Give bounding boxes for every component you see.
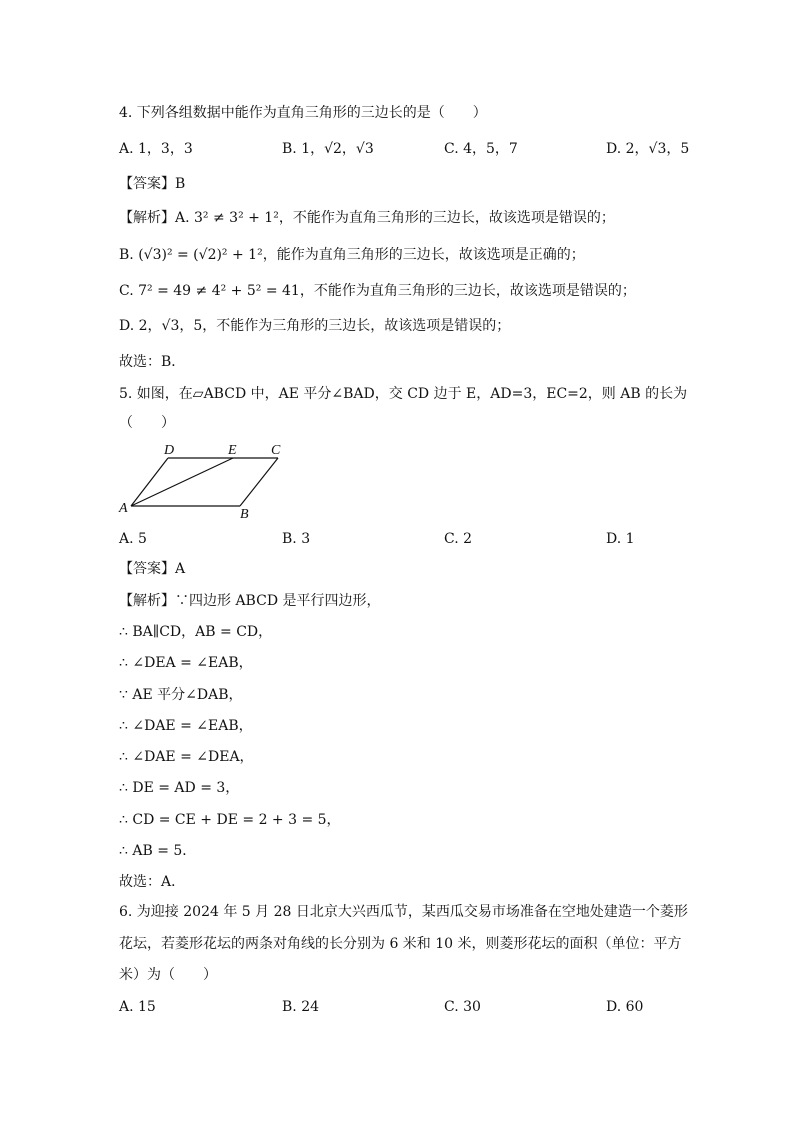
q5-answer: 【答案】A	[119, 561, 186, 577]
label-a: A	[119, 501, 128, 516]
label-e: E	[228, 443, 237, 458]
q4-analysis-line: C. 7² = 49 ≠ 4² + 5² = 41，不能作为直角三角形的三边长，故该选项是错误的；	[119, 283, 636, 299]
q5-analysis-line: ∴ BA∥CD，AB = CD，	[119, 624, 273, 640]
q4-stem: 4. 下列各组数据中能作为直角三角形的三边长的是（ ）	[119, 105, 487, 121]
q5-option-d: D. 1	[606, 531, 635, 547]
q4-option-c: C. 4，5，7	[444, 141, 518, 157]
q6-stem-line: 6. 为迎接 2024 年 5 月 28 日北京大兴西瓜节，某西瓜交易市场准备在空地处建造一个菱形	[119, 904, 688, 920]
q4-option-d: D. 2，√3，5	[606, 141, 690, 157]
q5-analysis-line: ∵ AE 平分∠DAB，	[119, 687, 243, 703]
q4-answer: 【答案】B	[119, 176, 186, 192]
q5-analysis-line: ∴ AB = 5．	[119, 843, 197, 859]
q6-option-b: B. 24	[282, 999, 320, 1015]
q5-option-a: A. 5	[119, 531, 147, 547]
q5-stem: 5. 如图，在▱ABCD 中，AE 平分∠BAD，交 CD 边于 E，AD=3，EC=2，则 AB 的长为	[119, 386, 688, 402]
q6-stem-line: 米）为（ ）	[119, 967, 217, 983]
q6-option-a: A. 15	[119, 999, 156, 1015]
q6-stem-line: 花坛，若菱形花坛的两条对角线的长分别为 6 米和 10 米，则菱形花坛的面积（单位：平方	[119, 936, 682, 952]
q4-analysis-line: D. 2，√3，5，不能作为三角形的三边长，故该选项是错误的；	[119, 318, 511, 334]
parallelogram-figure	[112, 438, 302, 520]
q4-option-b: B. 1，√2，√3	[282, 141, 374, 157]
q5-analysis-line: ∴ ∠DAE = ∠DEA，	[119, 749, 254, 765]
label-c: C	[271, 443, 281, 458]
q6-option-c: C. 30	[444, 999, 481, 1015]
q4-analysis-line: B. (√3)² = (√2)² + 1²，能作为直角三角形的三边长，故该选项是正确的；	[119, 247, 585, 263]
label-d: D	[164, 443, 175, 458]
segment-ae	[131, 458, 233, 506]
q4-analysis-line: 【解析】A. 3² ≠ 3² + 1²，不能作为直角三角形的三边长，故该选项是错误的；	[119, 210, 615, 226]
q5-analysis-line: ∴ DE = AD = 3，	[119, 780, 240, 796]
q5-stem-paren: （ ）	[119, 415, 175, 431]
q5-option-c: C. 2	[444, 531, 473, 547]
q5-analysis-line: 【解析】∵四边形 ABCD 是平行四边形，	[119, 593, 381, 609]
q4-conclusion: 故选：B．	[119, 354, 186, 370]
q5-analysis-line: ∴ CD = CE + DE = 2 + 3 = 5，	[119, 812, 341, 828]
q4-option-a: A. 1，3，3	[119, 141, 193, 157]
q5-option-b: B. 3	[282, 531, 311, 547]
label-b: B	[240, 507, 249, 520]
side-ad	[131, 458, 168, 506]
q5-analysis-line: ∴ ∠DAE = ∠EAB，	[119, 718, 253, 734]
q5-conclusion: 故选：A．	[119, 874, 186, 890]
q5-analysis-line: ∴ ∠DEA = ∠EAB，	[119, 655, 253, 671]
q6-option-d: D. 60	[606, 999, 644, 1015]
side-bc	[240, 458, 278, 506]
